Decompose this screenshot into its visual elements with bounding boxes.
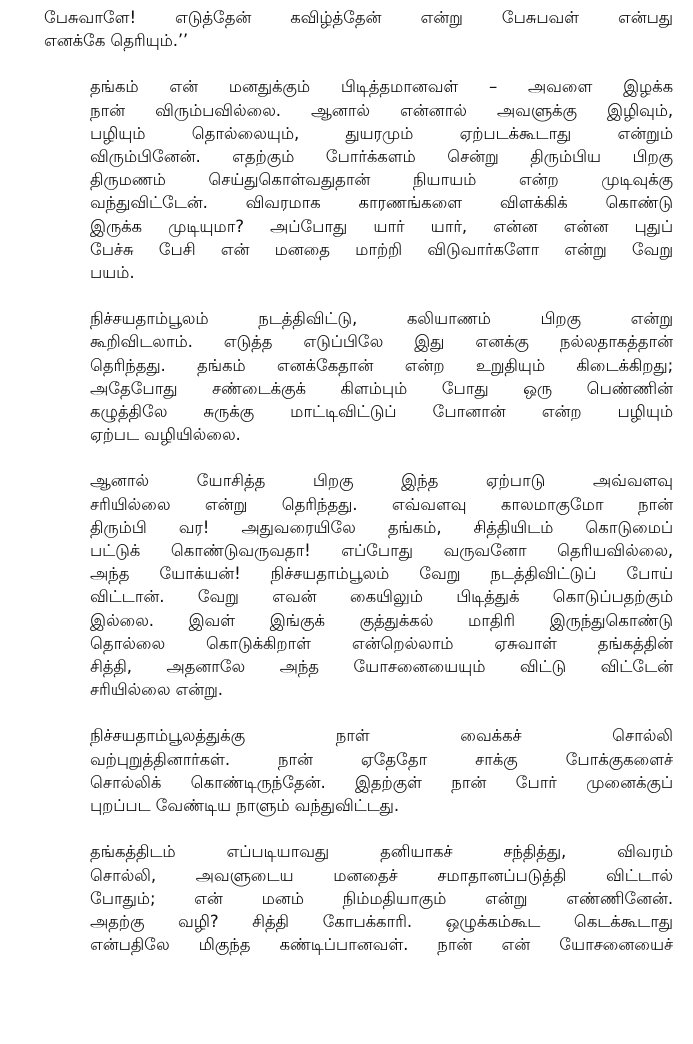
text-line: ஏற்பட வழியில்லை. — [90, 425, 241, 445]
text-line: தொல்லை கொடுக்கிறாள் என்றெல்லாம் ஏசுவாள் தங்கத்தின் — [90, 633, 673, 653]
text-line: அதேபோது சண்டைக்குக் கிளம்பும் போது ஒரு பெண்ணின் — [90, 378, 673, 398]
text-line: இல்லை. இவள் இங்குக் குத்துக்கல் மாதிரி இருந்துகொண்டு — [90, 610, 673, 630]
paragraph-5 — [44, 724, 673, 817]
text-line: அதற்கு வழி? சித்தி கோபக்காரி. ஒழுக்கம்கூட கெடக்கூடாது — [90, 911, 673, 931]
text-line: சொல்லிக் கொண்டிருந்தேன். இதற்குள் நான் போர் முனைக்குப் — [90, 772, 673, 792]
paragraph-6 — [44, 840, 673, 956]
text-line: வற்புறுத்தினார்கள். நான் ஏதேதோ சாக்கு போக்குகளைச் — [90, 749, 673, 769]
text-line: விட்டான். வேறு எவன் கையிலும் பிடித்துக் கொடுப்பதற்கும் — [90, 587, 673, 607]
paragraph-4 — [44, 469, 673, 701]
text-line: சரியில்லை என்று தெரிந்தது. எவ்வளவு காலமாகுமோ நான் — [90, 494, 673, 514]
paragraph-1 — [44, 6, 673, 52]
text-line: தங்கம் என் மனதுக்கும் பிடித்தமானவள் – அவளை இழக்க — [90, 77, 673, 97]
text-line: திருமணம் செய்துகொள்வதுதான் நியாயம் என்ற முடிவுக்கு — [90, 170, 673, 190]
text-line: நிச்சயதாம்பூலம் நடத்திவிட்டு, கலியாணம் பிறகு என்று — [90, 309, 673, 329]
text-line: இருக்க முடியுமா? அப்போது யார் யார், என்ன என்ன புதுப் — [90, 216, 673, 236]
paragraph-2 — [44, 75, 673, 284]
text-line: எனக்கே தெரியும்.’’ — [44, 31, 188, 51]
text-line: புறப்பட வேண்டிய நாளும் வந்துவிட்டது. — [90, 796, 399, 816]
text-line: என்பதிலே மிகுந்த கண்டிப்பானவள். நான் என் யோசனையைச் — [90, 935, 673, 955]
text-line: கூறிவிடலாம். எடுத்த எடுப்பிலே இது எனக்கு நல்லதாகத்தான் — [90, 332, 673, 352]
text-line: பயம். — [90, 263, 135, 283]
text-line: பழியும் தொல்லையும், துயரமும் ஏற்படக்கூடாது என்றும் — [90, 123, 673, 143]
text-line: தங்கத்திடம் எப்படியாவது தனியாகச் சந்தித்து, விவரம் — [90, 842, 673, 862]
text-line: ஆனால் யோசித்த பிறகு இந்த ஏற்பாடு அவ்வளவு — [90, 471, 673, 491]
text-line: தெரிந்தது. தங்கம் எனக்கேதான் என்ற உறுதியும் கிடைக்கிறது; — [90, 355, 673, 375]
text-line: நிச்சயதாம்பூலத்துக்கு நாள் வைக்கச் சொல்லி — [90, 726, 673, 746]
paragraph-3 — [44, 307, 673, 446]
text-line: நான் விரும்பவில்லை. ஆனால் என்னால் அவளுக்கு இழிவும், — [90, 100, 673, 120]
text-line: சித்தி, அதனாலே அந்த யோசனையையும் விட்டு விட்டேன் — [90, 657, 673, 677]
text-line: சொல்லி, அவளுடைய மனதைச் சமாதானப்படுத்தி விட்டால் — [90, 865, 673, 885]
text-line: பேச்சு பேசி என் மனதை மாற்றி விடுவார்களோ என்று வேறு — [90, 239, 673, 259]
text-line: அந்த யோக்யன்! நிச்சயதாம்பூலம் வேறு நடத்திவிட்டுப் போய் — [90, 564, 673, 584]
text-line: திரும்பி வர! அதுவரையிலே தங்கம், சித்தியிடம் கொடுமைப் — [90, 517, 673, 537]
text-line: சரியில்லை என்று. — [90, 680, 223, 700]
text-line: பேசுவாளே! எடுத்தேன் கவிழ்த்தேன் என்று பேசுபவள் என்பது — [44, 8, 673, 27]
text-line: கழுத்திலே சுருக்கு மாட்டிவிட்டுப் போனான் என்ற பழியும் — [90, 402, 673, 422]
text-line: பட்டுக் கொண்டுவருவதா! எப்போது வருவனோ தெரியவில்லை, — [90, 541, 673, 561]
text-line: போதும்; என் மனம் நிம்மதியாகும் என்று எண்ணினேன். — [90, 888, 673, 908]
text-line: விரும்பினேன். எதற்கும் போர்க்களம் சென்று திரும்பிய பிறகு — [90, 147, 673, 167]
text-line: வந்துவிட்டேன். விவரமாக காரணங்களை விளக்கிக் கொண்டு — [90, 193, 673, 213]
